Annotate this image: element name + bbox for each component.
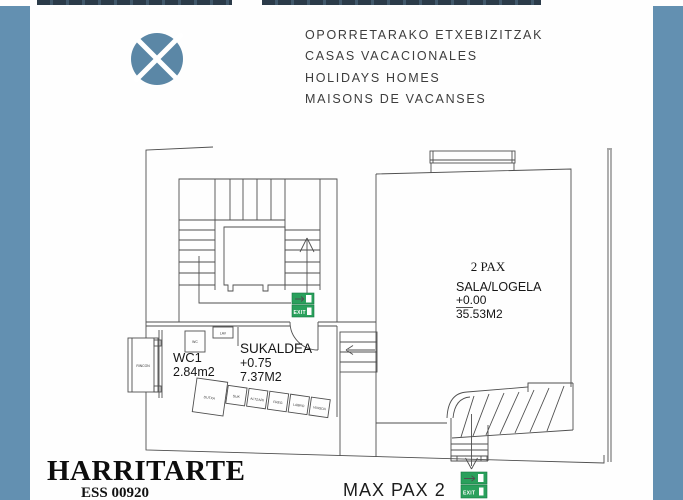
- room-level-kitchen: +0.75: [240, 356, 272, 370]
- exit-sign-lower: [461, 472, 487, 498]
- exit-door-icon: [306, 295, 312, 303]
- living-room: [376, 151, 571, 457]
- exit-sign-label: EXIT: [463, 490, 476, 497]
- cabinet-item-label: SUK: [232, 394, 241, 400]
- stair-down-arrow-icon: [466, 414, 478, 469]
- exit-sign-upper: [292, 293, 314, 317]
- cabinet-row: [192, 378, 330, 430]
- winding-stair: [447, 383, 573, 469]
- outer-walls: [146, 147, 612, 463]
- room-area-kitchen: 7.37M2: [240, 370, 282, 384]
- exit-figure-icon: [307, 308, 312, 316]
- left-window: [128, 330, 162, 398]
- room-area-living: 35.53M2: [456, 307, 503, 321]
- max-occupancy: MAX PAX 2: [343, 480, 446, 500]
- left-window-label: RINCON: [136, 364, 150, 368]
- room-area-wc: 2.84m2: [173, 365, 215, 379]
- room-label-living: SALA/LOGELA: [456, 280, 542, 294]
- tagline-line-spanish: CASAS VACACIONALES: [305, 49, 478, 64]
- room-level-living: +0.00: [456, 293, 487, 307]
- stair-left-arrow-icon: [346, 346, 375, 355]
- wc-fixture-label: WC: [192, 340, 198, 344]
- stair-up-arrow-icon: [300, 238, 314, 294]
- tagline-line-english: HOLIDAYS HOMES: [305, 70, 441, 85]
- cabinet-item-label: ALTZARI: [250, 396, 265, 403]
- top-window: [430, 151, 515, 173]
- room-label-wc: WC1: [173, 350, 202, 365]
- brand-name: HARRITARTE: [47, 455, 246, 487]
- lav-fixture-label: LAV: [219, 331, 227, 336]
- mid-stair: [340, 332, 377, 456]
- registration-number: ESS 00920: [81, 485, 149, 500]
- cabinet-item-label: LABRO: [292, 402, 305, 409]
- right-facade-line: [607, 149, 612, 462]
- elevator-core: [224, 227, 285, 291]
- exit-sign-label: EXIT: [293, 310, 306, 316]
- tagline-line-basque: OPORRETARAKO ETXEBIZITZAK: [305, 28, 544, 42]
- cabinet-item-label: DUTXA: [203, 395, 216, 401]
- exit-figure-icon: [479, 488, 484, 496]
- cabinet-item-label: FREG: [272, 399, 283, 406]
- tagline-line-french: MAISONS DE VACANSES: [305, 92, 487, 107]
- room-label-kitchen: SUKALDEA: [240, 341, 313, 356]
- room-capacity-living: 2 PAX: [470, 259, 506, 274]
- exit-door-icon: [478, 474, 484, 482]
- cabinet-item-label: VINGDA: [312, 405, 327, 412]
- escape-route-line: [199, 256, 291, 303]
